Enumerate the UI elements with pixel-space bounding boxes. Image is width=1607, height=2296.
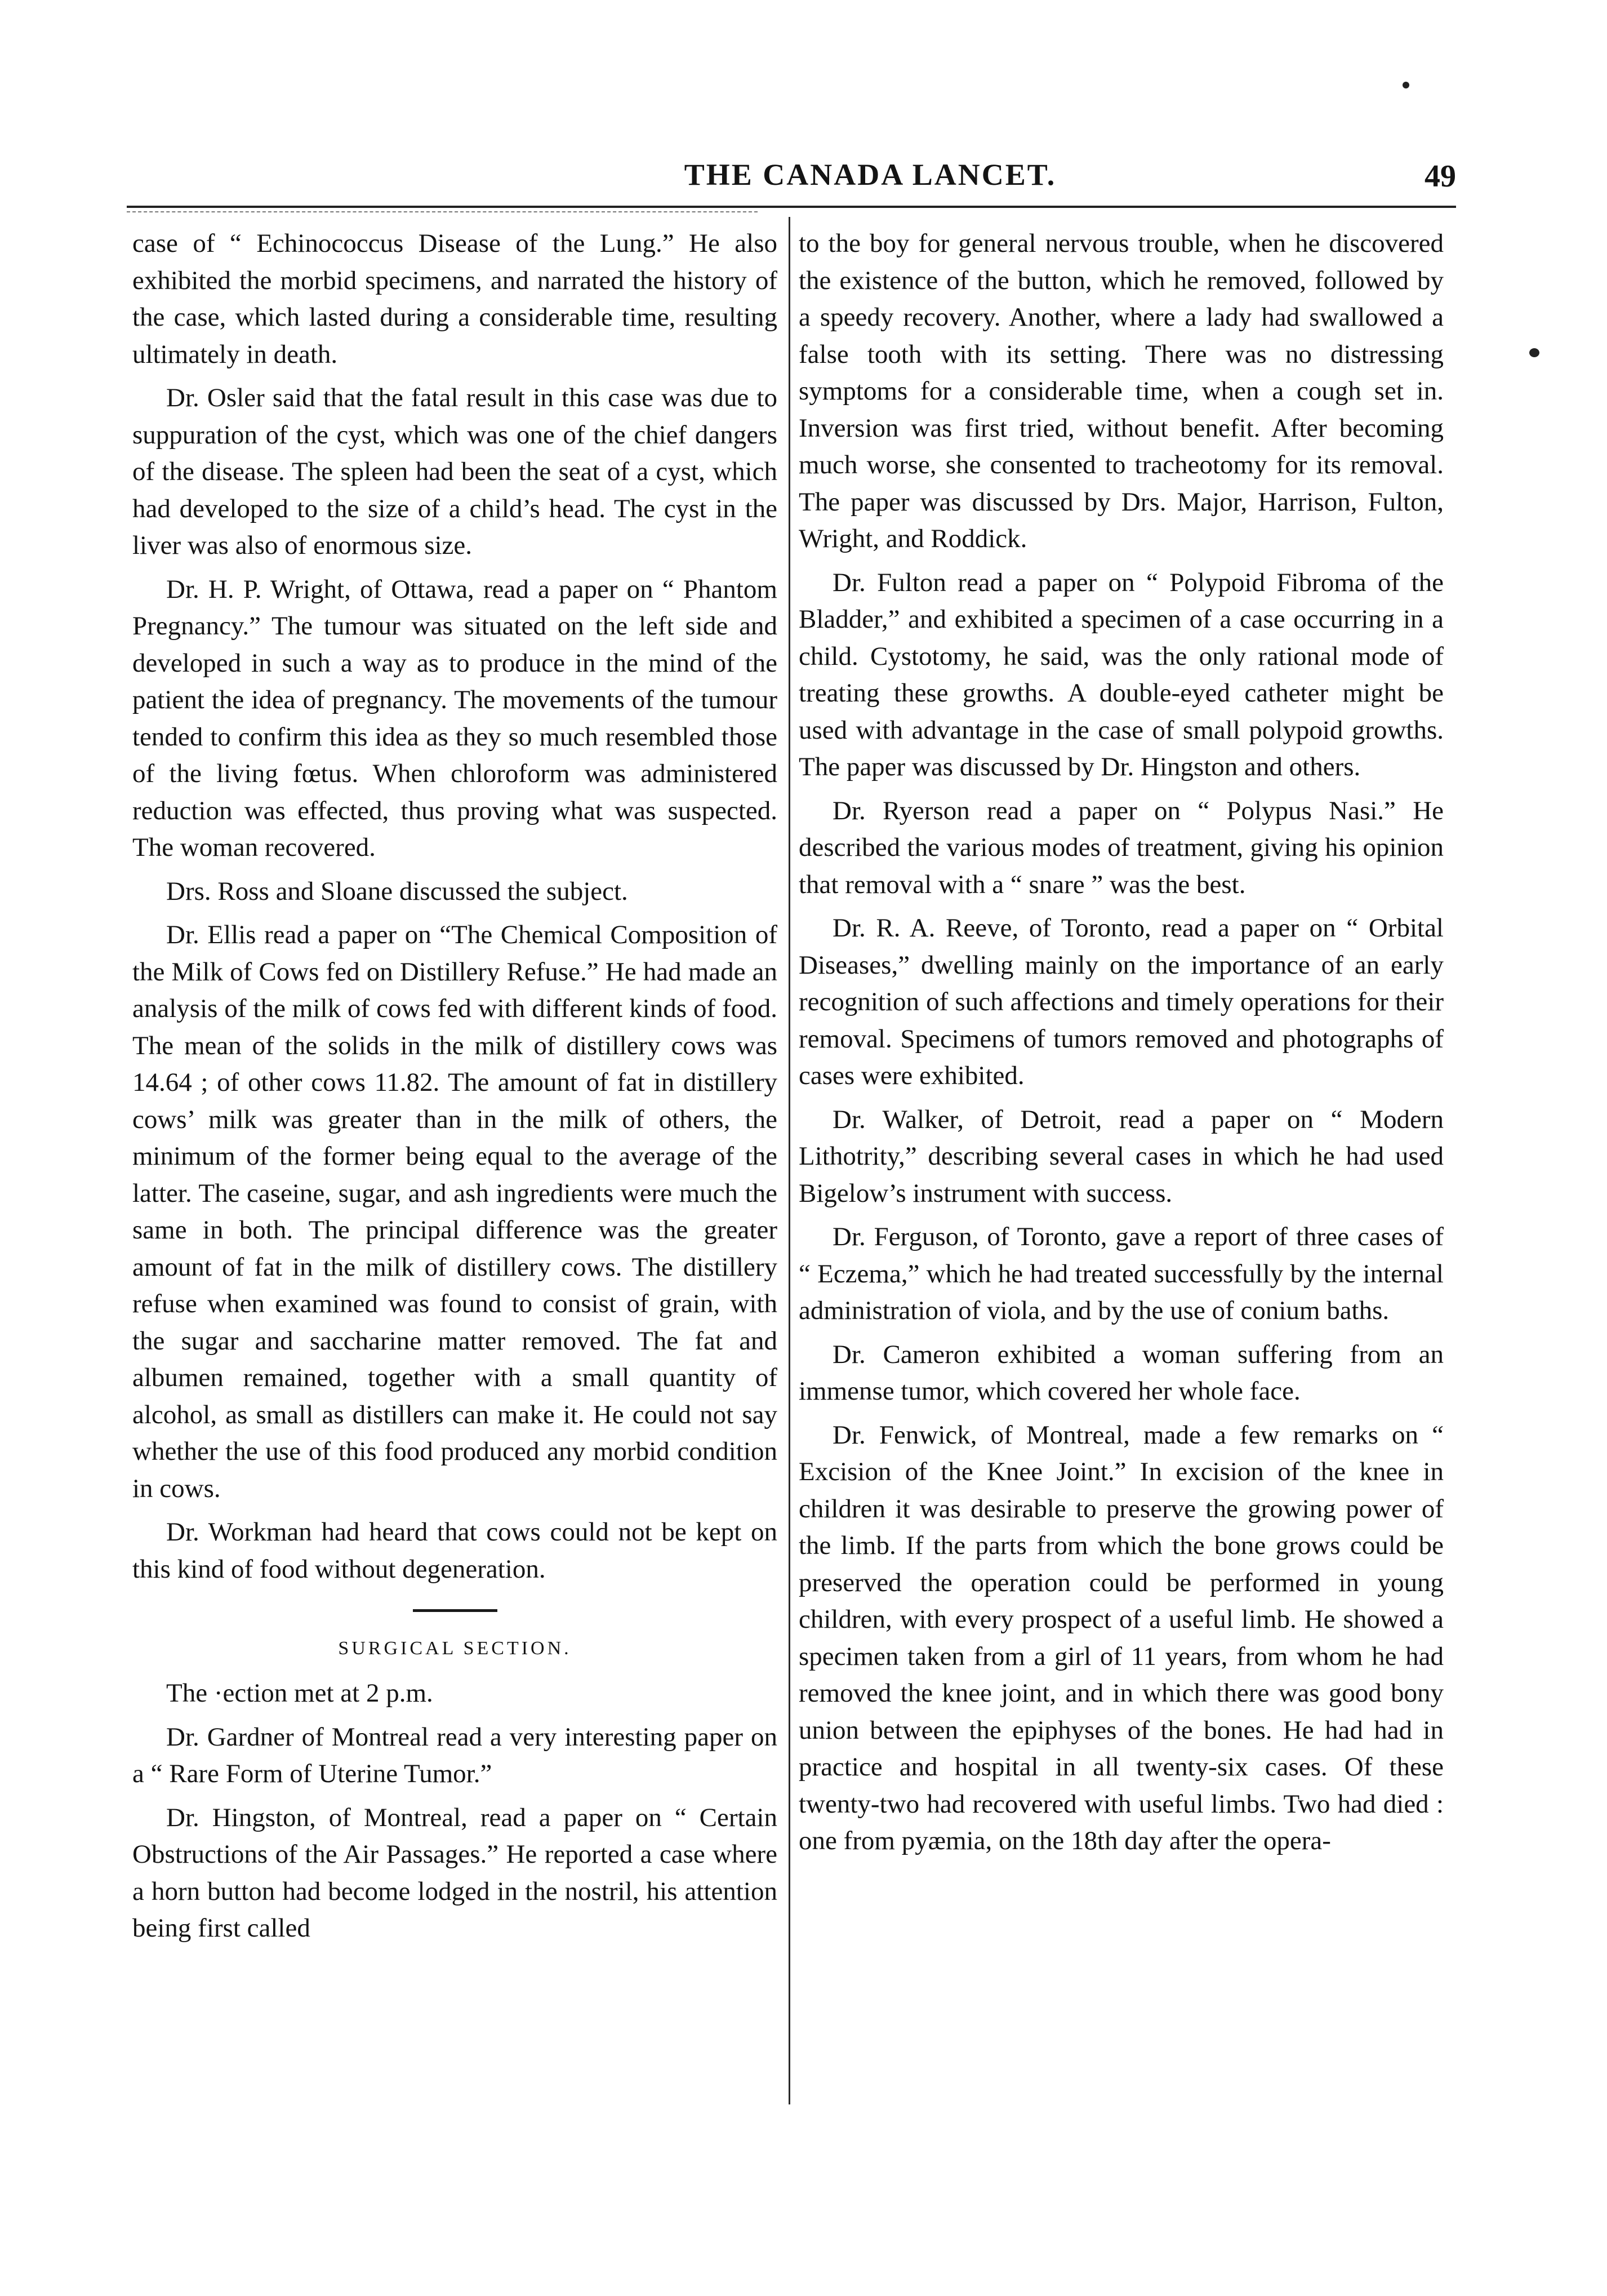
- paragraph: Drs. Ross and Sloane discussed the subject.: [166, 876, 628, 906]
- paragraph: Dr. Osler said that the fatal result in this case was due to suppuration of the cyst, which was one of the chief dangers of the disease. The spleen had been the seat of a cyst, which had developed to the size of a child’s head. The cyst in the liver was also of enormous size.: [132, 383, 777, 560]
- paragraph: Dr. Workman had heard that cows could not be kept on this kind of food without degeneration.: [132, 1517, 777, 1584]
- paragraph: Dr. Hingston, of Montreal, read a paper on “ Certain Obstructions of the Air Passages.” He reported a case where a horn button had become lodged in the nostril, his attention being first called: [132, 1802, 777, 1943]
- paragraph: Dr. Gardner of Montreal read a very interesting paper on a “ Rare Form of Uterine Tumor.”: [132, 1722, 777, 1788]
- column-divider: [789, 217, 790, 2104]
- scan-speck: [1403, 82, 1409, 88]
- paragraph: Dr. Ryerson read a paper on “ Polypus Nasi.” He described the various modes of treatment, giving his opinion that removal with a “ snare ” was the best.: [799, 796, 1444, 899]
- paragraph: Dr. R. A. Reeve, of Toronto, read a paper on “ Orbital Diseases,” dwelling mainly on the importance of an early recognition of such affections and timely operations for their removal. Specimens of tumors removed and photographs of cases were exhibited.: [799, 913, 1444, 1090]
- running-title: THE CANADA LANCET.: [684, 158, 1057, 192]
- header-rule: [127, 206, 1456, 208]
- page-header: [127, 155, 1456, 206]
- paragraph: The ·ection met at 2 p.m.: [166, 1678, 433, 1708]
- paragraph: Dr. Cameron exhibited a woman suffering from an immense tumor, which covered her whole face.: [799, 1339, 1444, 1406]
- header-rule-faint: [127, 211, 758, 212]
- paragraph: Dr. Walker, of Detroit, read a paper on “ Modern Lithotrity,” describing several cases in which he had used Bigelow’s instrument with success.: [799, 1104, 1444, 1208]
- left-column: [132, 225, 777, 1954]
- right-column: [799, 225, 1444, 1867]
- paragraph: Dr. Fulton read a paper on “ Polypoid Fibroma of the Bladder,” and exhibited a specimen of a case occurring in a child. Cystotomy, he said, was the only rational mode of treating these growths. A double-eyed catheter might be used with advantage in the case of small polypoid growths. The paper was discussed by Dr. Hingston and others.: [799, 567, 1444, 781]
- page-number: 49: [1425, 159, 1456, 194]
- paragraph: Dr. Ferguson, of Toronto, gave a report of three cases of “ Eczema,” which he had treated successfully by the internal administration of viola, and by the use of conium baths.: [799, 1222, 1444, 1325]
- scan-speck: [1529, 348, 1539, 357]
- paragraph: Dr. H. P. Wright, of Ottawa, read a paper on “ Phantom Pregnancy.” The tumour was situated on the left side and developed in such a way as to produce in the mind of the patient the idea of pregnancy. The movements of the tumour tended to confirm this idea as they so much resembled those of the living fœtus. When chloroform was administered reduction was effected, thus proving what was suspected. The woman recovered.: [132, 574, 777, 862]
- section-heading: SURGICAL SECTION.: [338, 1638, 572, 1659]
- paragraph: case of “ Echinococcus Disease of the Lung.” He also exhibited the morbid specimens, and narrated the history of the case, which lasted during a considerable time, resulting ultimately in death.: [132, 229, 777, 369]
- section-separator: [413, 1609, 497, 1612]
- paragraph: to the boy for general nervous trouble, when he discovered the existence of the button, which he removed, followed by a speedy recovery. Another, where a lady had swallowed a false tooth with its setting. There was no distressing symptoms for a considerable time, when a cough set in. Inversion was first tried, without benefit. After becoming much worse, she consented to tracheotomy for its removal. The paper was discussed by Drs. Major, Harrison, Fulton, Wright, and Roddick.: [799, 229, 1444, 553]
- paragraph: Dr. Ellis read a paper on “The Chemical Composition of the Milk of Cows fed on Distillery Refuse.” He had made an analysis of the milk of cows fed with different kinds of food. The mean of the solids in the milk of distillery cows was 14.64 ; of other cows 11.82. The amount of fat in distillery cows’ milk was greater than in the milk of others, the minimum of the former being equal to the average of the latter. The caseine, sugar, and ash ingredients were much the same in both. The principal difference was the greater amount of fat in the milk of distillery cows. The distillery refuse when examined was found to consist of grain, with the sugar and saccharine matter removed. The fat and albumen remained, together with a small quantity of alcohol, as small as distillers can make it. He could not say whether the use of this food produced any morbid condition in cows.: [132, 920, 777, 1503]
- paragraph: Dr. Fenwick, of Montreal, made a few remarks on “ Excision of the Knee Joint.” In excision of the knee in children it was desirable to preserve the growing power of the limb. If the parts from which the bone grows could be preserved the operation could be performed in young children, with every prospect of a useful limb. He showed a specimen taken from a girl of 11 years, from whom he had removed the knee joint, and in which there was good bony union between the epiphyses of the bones. He had had in practice and hospital in all twenty-six cases. Of these twenty-two had recovered with useful limbs. Two had died : one from pyæmia, on the 18th day after the opera-: [799, 1420, 1444, 1855]
